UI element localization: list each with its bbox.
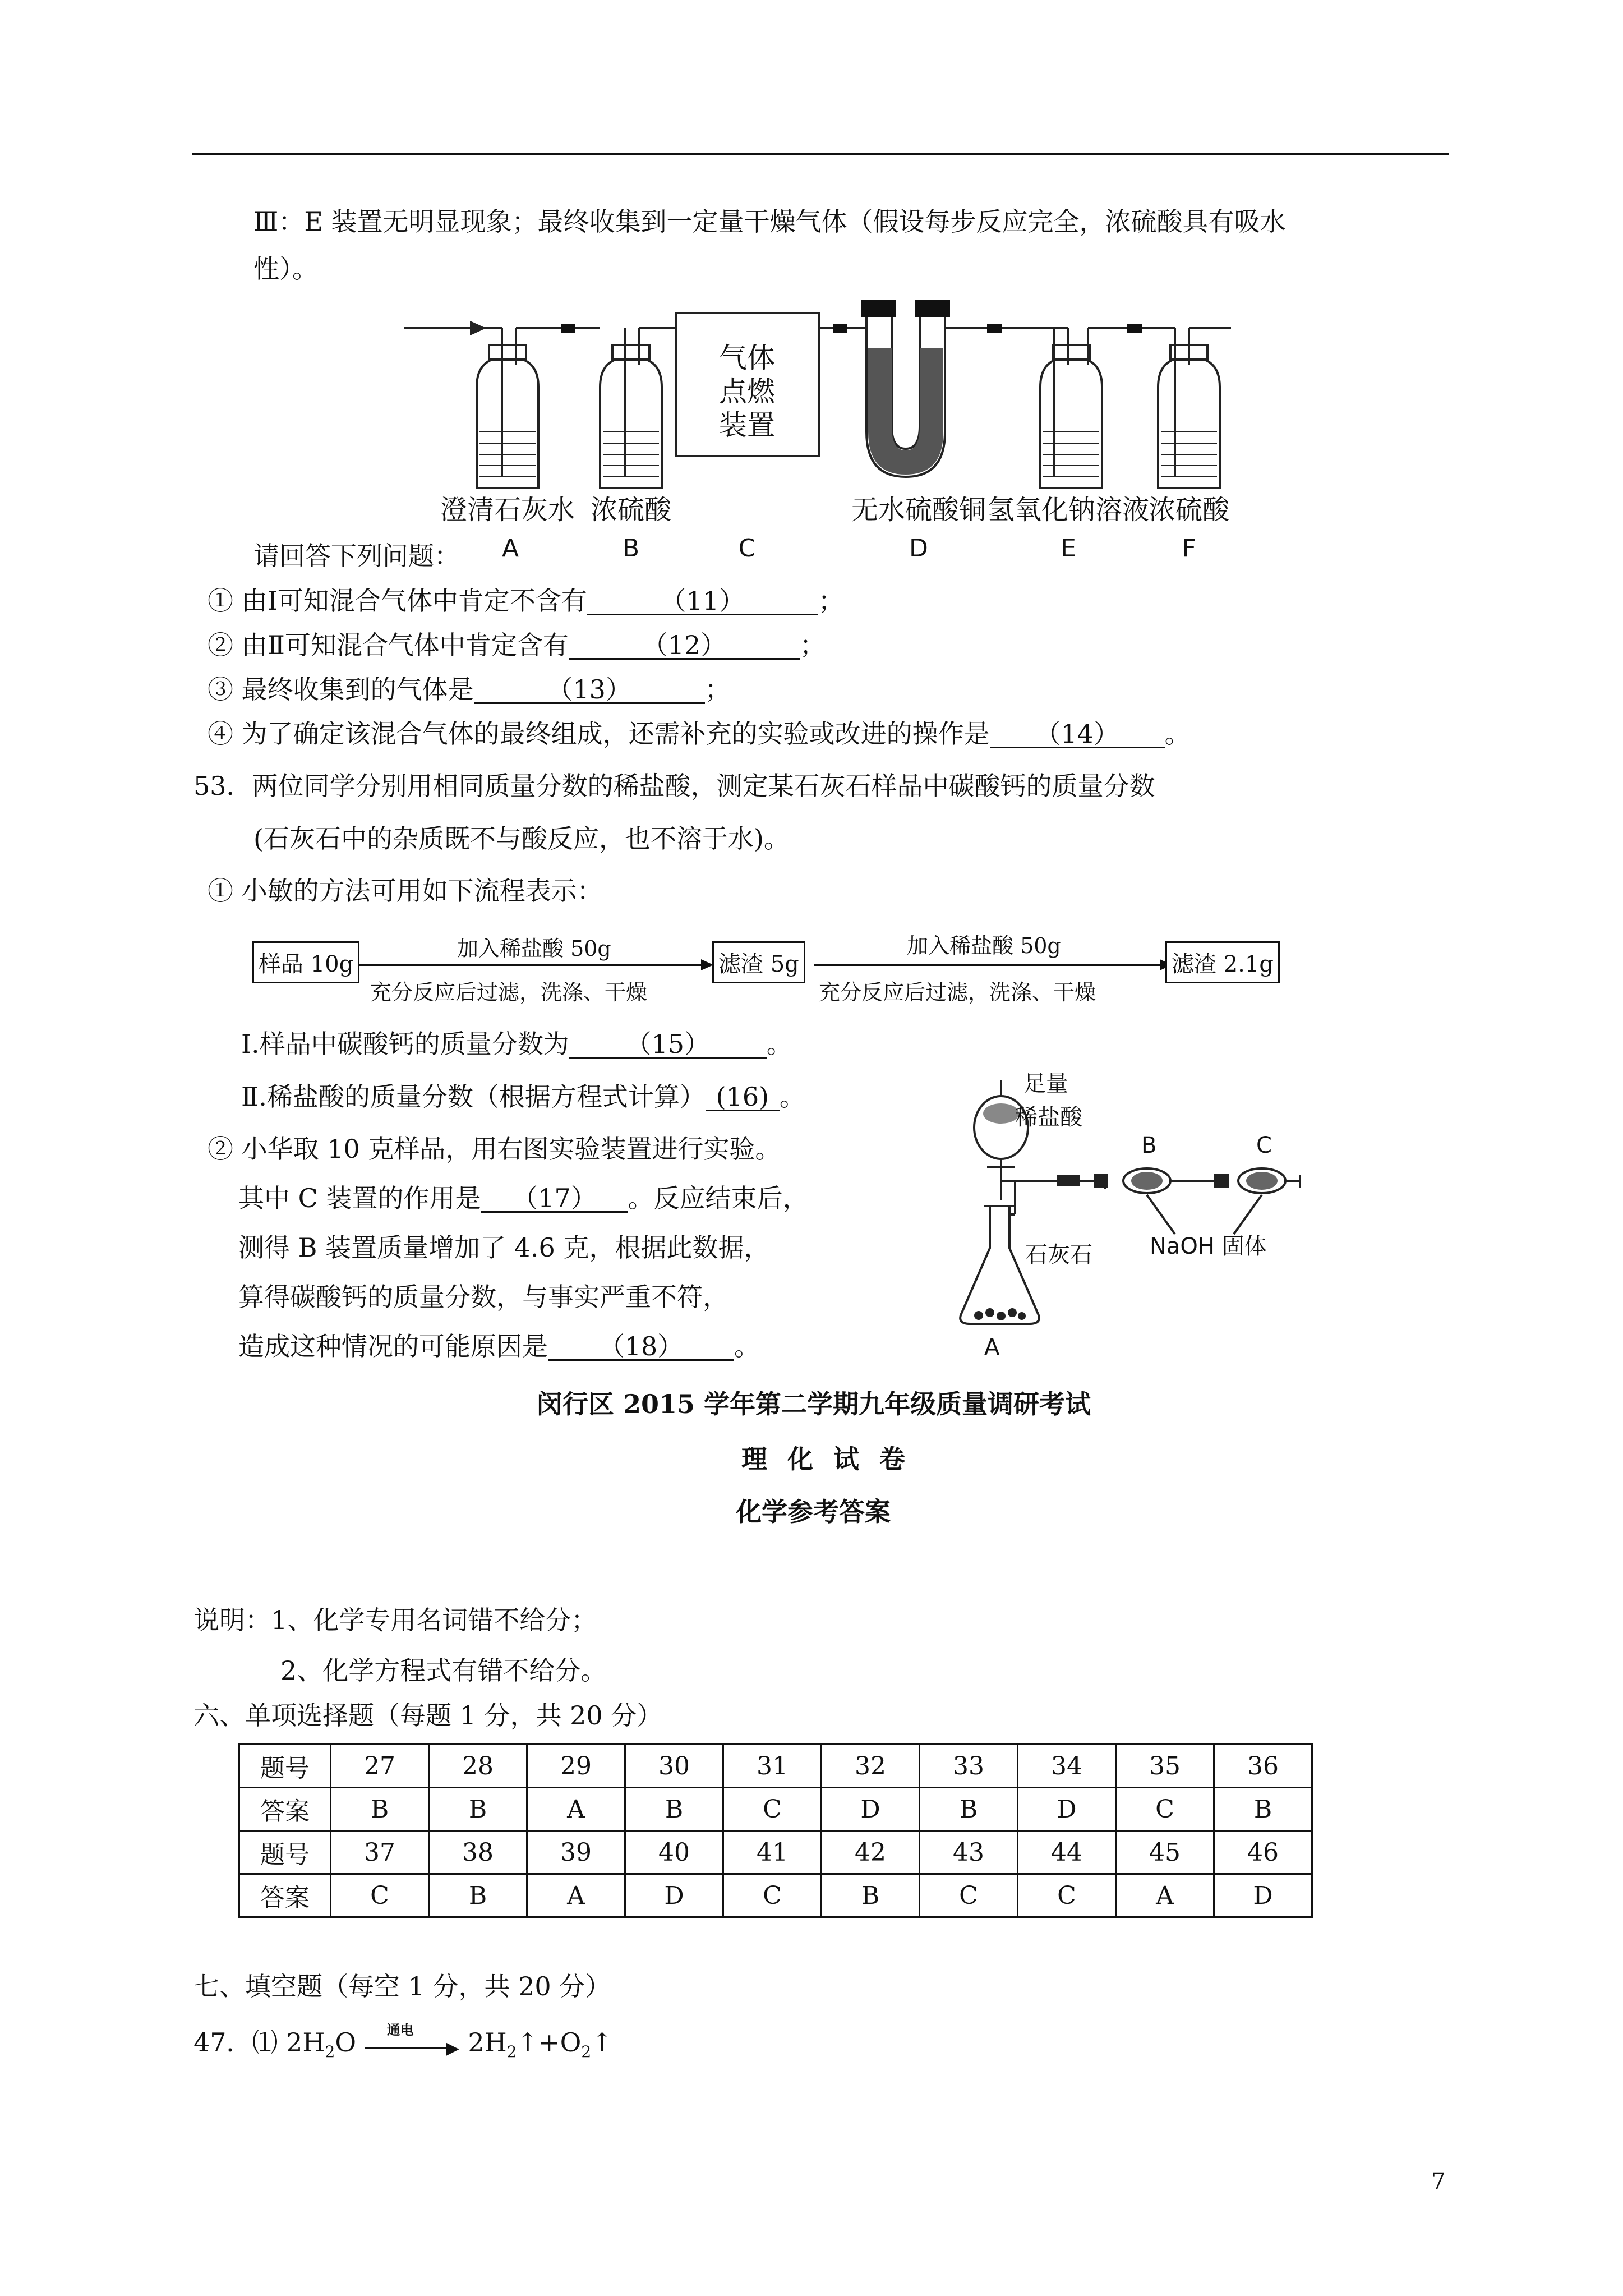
q47-sub1: 2 — [325, 2042, 335, 2061]
table-cell: 44 — [1018, 1831, 1116, 1874]
label-d: 无水硫酸铜 — [851, 494, 986, 526]
q52-item-3-text: ③ 最终收集到的气体是 — [208, 674, 474, 705]
flow-arrow1-bottom: 充分反应后过滤，洗涤、干燥 — [370, 980, 648, 1005]
letter-a: A — [501, 534, 519, 563]
table-cell: C — [1018, 1874, 1116, 1917]
label-e: 氢氧化钠溶液 — [987, 494, 1150, 526]
letter-c: C — [738, 534, 756, 563]
flow-box-residue1: 滤渣 5g — [712, 941, 805, 983]
q53-part2-l5-end: 。 — [734, 1331, 760, 1361]
table-cell: 31 — [723, 1745, 822, 1788]
q53-part2-l2-end: 。反应结束后， — [628, 1183, 809, 1213]
table-cell: 40 — [625, 1831, 723, 1874]
q52-item-2-text: ② 由Ⅱ可知混合气体中肯定含有 — [208, 630, 569, 660]
table-cell: 45 — [1116, 1831, 1214, 1874]
box-c-line3: 装置 — [719, 409, 775, 441]
letter-b: B — [622, 534, 640, 563]
q53-line1: 53．两位同学分别用相同质量分数的稀盐酸，测定某石灰石样品中碳酸钙的质量分数 — [193, 771, 1155, 801]
table-cell: 题号 — [239, 1745, 331, 1788]
q47-condition: 通电 — [386, 2022, 414, 2038]
q53-qII — [241, 1084, 805, 1111]
q52-item-1 — [208, 588, 844, 615]
q52-item-4-text: ④ 为了确定该混合气体的最终组成，还需补充的实验或改进的操作是 — [208, 719, 990, 749]
step3-text: Ⅲ：E 装置无明显现象；最终收集到一定量干燥气体（假设每步反应完全，浓硫酸具有吸水 — [253, 206, 1286, 237]
q47-lhs: 47．⑴ 2H — [193, 2027, 325, 2058]
box-c-line1: 气体 — [719, 342, 775, 374]
label-a: 澄清石灰水 — [440, 494, 575, 526]
table-cell: 27 — [331, 1745, 429, 1788]
table-row — [239, 1831, 1312, 1874]
q47-rhs3: ↑ — [591, 2027, 613, 2058]
q52-item-2 — [208, 632, 826, 660]
table-cell: 34 — [1018, 1745, 1116, 1788]
q53-qI-end: 。 — [766, 1029, 792, 1059]
table-cell: 38 — [429, 1831, 527, 1874]
answer-table — [238, 1743, 1313, 1918]
q47-rhs1: 2H — [468, 2027, 507, 2058]
blank-17[interactable]: （17） — [481, 1185, 628, 1213]
q47-equation — [193, 2022, 613, 2061]
table-cell: 题号 — [239, 1831, 331, 1874]
fig-acid-line2: 稀盐酸 — [1015, 1105, 1082, 1130]
table-cell: 29 — [527, 1745, 625, 1788]
q52-item-1-end: ； — [818, 586, 844, 616]
letter-d: D — [909, 534, 928, 563]
table-cell: 答案 — [239, 1874, 331, 1917]
q53-part2-l1: ② 小华取 10 克样品，用右图实验装置进行实验。 — [208, 1134, 781, 1164]
answer-title-3: 化学参考答案 — [736, 1497, 891, 1527]
blank-16[interactable]: (16) — [706, 1084, 780, 1111]
table-cell: D — [1018, 1788, 1116, 1831]
q52-item-1-text: ① 由Ⅰ可知混合气体中肯定不含有 — [208, 586, 587, 616]
q53-qI-text: Ⅰ.样品中碳酸钙的质量分数为 — [241, 1029, 569, 1059]
q53-part2-l3: 测得 B 装置质量增加了 4.6 克，根据此数据， — [238, 1232, 770, 1263]
q52-item-2-end: ； — [799, 630, 826, 660]
table-row — [239, 1788, 1312, 1831]
blank-11[interactable]: （11） — [587, 588, 818, 615]
label-f: 浓硫酸 — [1148, 494, 1230, 526]
note-2: 2、化学方程式有错不给分。 — [280, 1655, 607, 1686]
step3-text-cont: 性）。 — [253, 254, 318, 284]
q53-part1: ① 小敏的方法可用如下流程表示： — [208, 876, 603, 906]
q53-part2-l5-text: 造成这种情况的可能原因是 — [238, 1331, 548, 1361]
flow-box-sample: 样品 10g — [252, 941, 359, 983]
q52-item-4 — [208, 721, 1191, 748]
letter-f: F — [1182, 534, 1196, 563]
table-cell: 36 — [1214, 1745, 1312, 1788]
box-c-line2: 点燃 — [719, 375, 775, 408]
table-cell: 32 — [822, 1745, 920, 1788]
flow-arrow2-bottom: 充分反应后过滤，洗涤、干燥 — [819, 980, 1096, 1005]
table-row — [239, 1745, 1312, 1788]
q53-part2-l5 — [238, 1333, 760, 1361]
blank-12[interactable]: （12） — [569, 632, 800, 660]
table-cell: B — [1214, 1788, 1312, 1831]
note-1: 说明：1、化学专用名词错不给分； — [193, 1605, 597, 1635]
q47-rhs2: ↑+O — [517, 2027, 582, 2058]
table-cell: D — [1214, 1874, 1312, 1917]
table-cell: 35 — [1116, 1745, 1214, 1788]
table-cell: B — [625, 1788, 723, 1831]
fig-letter-a: A — [984, 1335, 1000, 1360]
fig-acid-line1: 足量 — [1023, 1071, 1068, 1097]
table-cell: 43 — [920, 1831, 1018, 1874]
q53-part2-l4: 算得碳酸钙的质量分数，与事实严重不符， — [238, 1282, 728, 1312]
table-cell: 28 — [429, 1745, 527, 1788]
letter-e: E — [1061, 534, 1076, 563]
fig-naoh: NaOH 固体 — [1150, 1234, 1267, 1259]
blank-13[interactable]: （13） — [474, 677, 705, 704]
table-row — [239, 1874, 1312, 1917]
q47-arrow: 通电 ▶ — [365, 2033, 460, 2056]
flow-box-residue2: 滤渣 2.1g — [1165, 941, 1280, 983]
table-cell: A — [527, 1788, 625, 1831]
table-cell: 42 — [822, 1831, 920, 1874]
q47-sub3: 2 — [581, 2042, 592, 2061]
fig-letter-c: C — [1256, 1133, 1272, 1158]
table-cell: 答案 — [239, 1788, 331, 1831]
q53-part2-l2 — [238, 1185, 808, 1213]
table-cell: C — [331, 1874, 429, 1917]
table-cell: B — [429, 1788, 527, 1831]
q53-qI — [241, 1031, 792, 1059]
q53-line2: (石灰石中的杂质既不与酸反应，也不溶于水)。 — [253, 823, 790, 854]
prompt-text: 请回答下列问题： — [253, 541, 460, 571]
table-cell: 46 — [1214, 1831, 1312, 1874]
blank-14[interactable]: （14） — [990, 721, 1165, 748]
table-cell: 41 — [723, 1831, 822, 1874]
table-cell: C — [723, 1874, 822, 1917]
table-cell: A — [527, 1874, 625, 1917]
q47-mid: O — [335, 2027, 357, 2058]
section-6-title: 六、单项选择题（每题 1 分，共 20 分） — [193, 1700, 663, 1731]
q52-item-3 — [208, 674, 731, 705]
table-cell: B — [331, 1788, 429, 1831]
label-b: 浓硫酸 — [590, 494, 672, 526]
q53-qII-text: Ⅱ.稀盐酸的质量分数（根据方程式计算） — [241, 1082, 706, 1112]
fig-limestone: 石灰石 — [1025, 1242, 1092, 1268]
table-cell: C — [723, 1788, 822, 1831]
table-cell: D — [625, 1874, 723, 1917]
answer-title-1: 闵行区 2015 学年第二学期九年级质量调研考试 — [537, 1389, 1091, 1419]
table-cell: B — [822, 1874, 920, 1917]
table-cell: 37 — [331, 1831, 429, 1874]
table-cell: C — [1116, 1788, 1214, 1831]
q47-sub2: 2 — [506, 2042, 517, 2061]
table-cell: 39 — [527, 1831, 625, 1874]
flow-arrow1-top: 加入稀盐酸 50g — [457, 936, 611, 961]
table-cell: 30 — [625, 1745, 723, 1788]
table-cell: B — [429, 1874, 527, 1917]
section-7-title: 七、填空题（每空 1 分，共 20 分） — [193, 1971, 611, 2001]
blank-15[interactable]: （15） — [569, 1031, 767, 1059]
table-cell: B — [920, 1788, 1018, 1831]
blank-18[interactable]: （18） — [548, 1333, 734, 1361]
table-cell: D — [822, 1788, 920, 1831]
answer-title-2: 理 化 试 卷 — [741, 1444, 911, 1474]
q53-qII-end: 。 — [779, 1082, 805, 1112]
q52-item-4-end: 。 — [1164, 719, 1191, 749]
table-cell: A — [1116, 1874, 1214, 1917]
fig-letter-b: B — [1141, 1133, 1157, 1158]
table-cell: C — [920, 1874, 1018, 1917]
flow-arrow2-top: 加入稀盐酸 50g — [907, 933, 1061, 958]
table-cell: 33 — [920, 1745, 1018, 1788]
q53-part2-l2-text: 其中 C 装置的作用是 — [238, 1183, 481, 1213]
page-number: 7 — [1431, 2169, 1446, 2194]
q52-item-3-end: ； — [704, 674, 731, 705]
